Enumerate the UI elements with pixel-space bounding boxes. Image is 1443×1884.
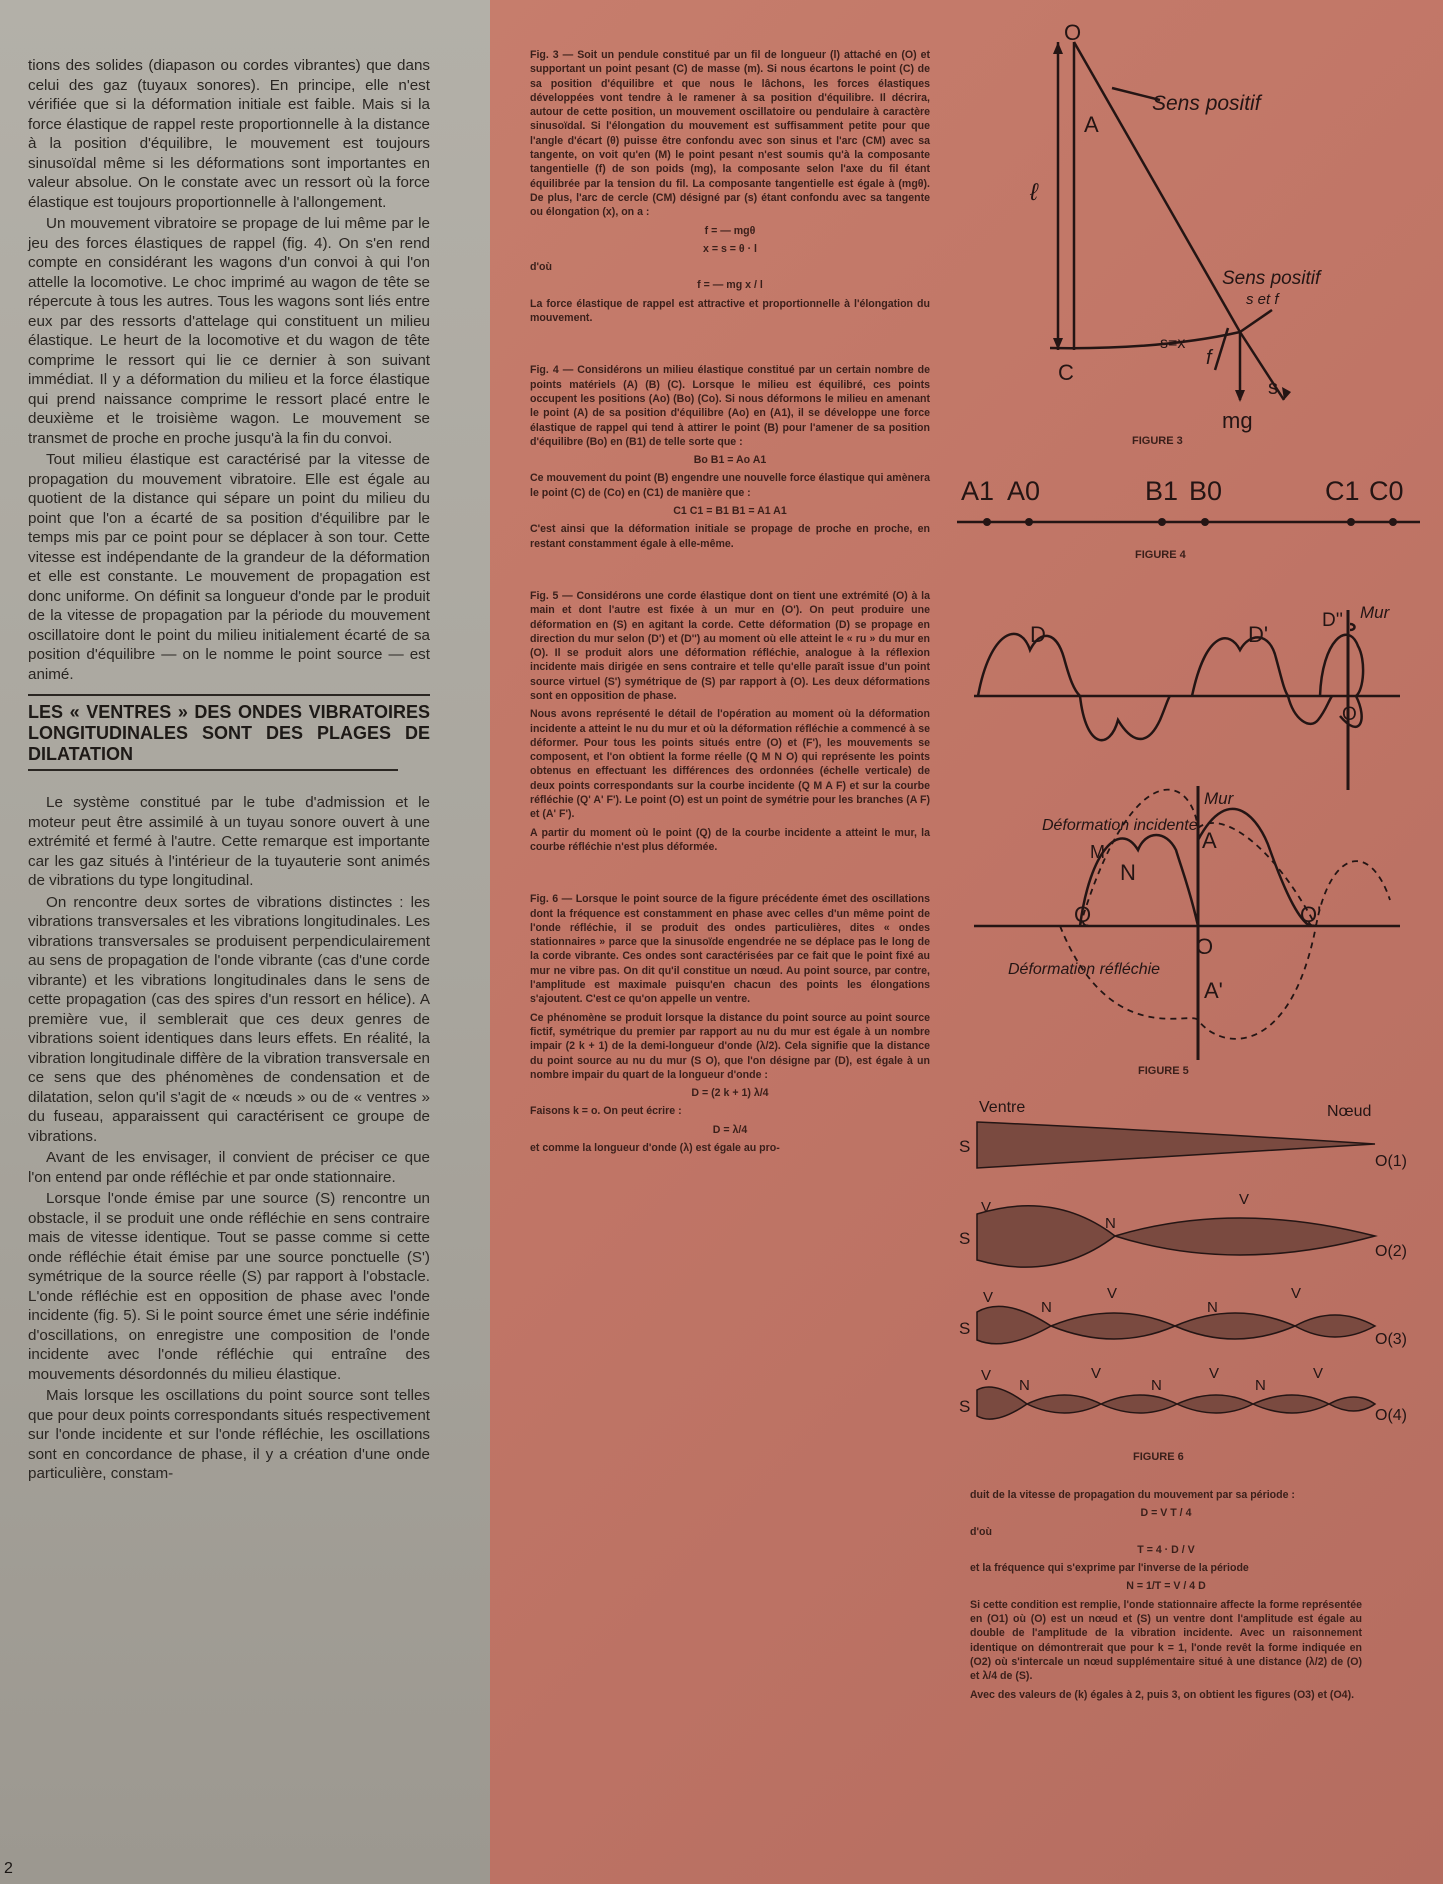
fig3-caption-text: Fig. 3 — Soit un pendule constitué par un fil de longueur (l) attaché en (O) et supportant un point pesant (C) de masse (m). Si nous écartons le point (C) de sa position d'équilibre et que nous le lâchons, les forces élastiques développées vont tendre à le ramener à sa position d'équilibre. Il décrira, autour de cette position, un mouvement oscillatoire ou pendulaire à caractère sinusoïdal. Si l'élongation du mouvement est suffisamment petite pour que l'angle d'écart (θ) puisse être confondu avec son sinus et l'arc (CM) avec sa tangente, on voit qu'en (M) le point pesant n'est soumis qu'à la composante tangentielle (f) de son poids (mg), la composante selon l'axe du fil étant équilibrée par la tension du fil. La composante tangentielle est égale à (mgθ). De plus, l'arc de cercle (CM) désigné par (s) étant confondu avec sa tangente ou élongation (x), on a : [530,49,930,219]
figure-3-caption: FIGURE 3 [1132,435,1183,447]
label-O1: O(1) [1375,1153,1407,1170]
text: d'où [530,261,552,274]
label-C0: C0 [1369,476,1404,506]
label-N: N [1019,1377,1030,1394]
formula: Bo B1 = Ao A1 [693,454,767,467]
label-V: V [1313,1365,1324,1382]
label-D-double-prime: D'' [1322,610,1343,631]
arrow-head [1053,42,1063,54]
text: Avec des valeurs de (k) égales à 2, puis 3, on obtient les figures (O3) et (O4). [970,1688,1355,1701]
label-D: D [1030,622,1046,647]
label-ventre: Ventre [979,1099,1026,1116]
label-V: V [1107,1285,1118,1302]
paragraph: Tout milieu élastique est caractérisé par la vitesse de propagation du mouvement vibratoire. Elle est égale au quotient de la distance qui sépare un point du milieu du point que l'on a écarté de sa position d'équilibre par le temps mis par ce point pour se déplacer à son tour. Cette vitesse est indépendante de la grandeur de la déformation et elle est constante. Le mouvement de propagation est donc uniforme. On définit sa longueur d'onde par le produit de la vitesse de propagation par la période du mouvement oscillatoire dont le point du milieu initialement écarté de sa position d'équilibre — on le nomme le point source — est animé. [28,451,430,683]
label-V: V [981,1199,992,1216]
paragraph: On rencontre deux sortes de vibrations distinctes : les vibrations transversales et les vibrations longitudinales. Les vibrations transversales se produisent perpendiculairement au sens de propagation de l'onde vibrante (cas d'une corde vibrante) et les vibrations longitudinales dans le sens de cette propagation (cas des spires d'un ressort en hélice). A première vue, il semblerait que ces deux genres de vibrations soient identiques dans leurs effets. En réalité, la vibration longitudinale diffère de la vibration transversale en ce sens que des phénomènes de condensation et de dilatation, selon qu'il s'agit de « nœuds » ou de « ventres » du fuseau, apparaissent qui caractérisent ce groupe de vibrations. [28,893,430,1145]
label-N: N [1207,1299,1218,1316]
text: et comme la longueur d'onde (λ) est égale au pro- [530,1142,780,1154]
formula: f = — mg x / l [697,279,763,292]
right-hump [1198,809,1310,926]
label-S: S [959,1229,971,1248]
text: A partir du moment où le point (Q) de la courbe incidente a atteint le mur, la courbe réfléchie n'est plus déformée. [530,826,930,853]
point-B0 [1201,518,1209,526]
label-s-et-f: s et f [1246,291,1279,308]
heading-underline [28,769,398,771]
text: et la fréquence qui s'exprime par l'inverse de la période [970,1562,1249,1575]
fuseau [977,1206,1375,1267]
label-N: N [1041,1299,1052,1316]
label-deformation-reflechie: Déformation réfléchie [1008,961,1161,978]
fuseau [977,1122,1375,1168]
label-B1: B1 [1145,476,1179,506]
arrow-head [1235,390,1245,402]
label-O-bottom: O [1196,934,1214,959]
fuseau [977,1306,1375,1343]
label-A-prime: A' [1204,978,1223,1003]
formula: x = s = θ · l [702,242,757,255]
text: Si cette condition est remplie, l'onde stationnaire affecte la forme représentée en (O1) où (O) est un nœud et (S) un ventre dont l'amplitude est égale au double de l'amplitude de la vibration incidente. Avec un raisonnement identique on démontrerait que pour k = 1, l'onde revêt la forme indiquée en (O2) où s'intercale un nœud supplémentaire situé à une distance (λ/2) de (O) et λ/4 de (S). [970,1598,1362,1683]
figure-4-caption: FIGURE 4 [1135,549,1186,561]
figure-captions-column [530,48,930,1159]
label-S: S [959,1137,971,1156]
label-N: N [1255,1377,1266,1394]
label-V: V [1291,1285,1302,1302]
label-N: N [1120,860,1136,885]
point-C1 [1347,518,1355,526]
label-V: V [983,1289,994,1306]
sens-arrow [1240,310,1272,332]
paragraph: tions des solides (diapason ou cordes vibrantes) que dans celui des gaz (tuyaux sonores). En principe, elle n'est vérifiée que si la déformation initiale est faible. Mais si la force élastique de rappel reste proportionnelle à la distance à la position d'équilibre, le mouvement est toujours sinusoïdal même si les déformations sont importantes en valeur absolue. On le constate avec un ressort où la force élastique est toujours proportionnelle à l'allongement. [28,57,430,211]
formula: D = λ/4 [712,1123,748,1136]
f-vector [1215,328,1228,370]
label-A: A [1202,828,1217,853]
standing-wave-row-3 [959,1285,1407,1348]
paragraph: Lorsque l'onde émise par une source (S) rencontre un obstacle, il se produit une onde réfléchie en sens contraire mais de vitesse identique. Tout se passe comme si cette onde réfléchie était émise par une source ponctuelle (S') symétrique de la source réelle (S) par rapport à l'obstacle. L'onde réfléchie est en opposition de phase avec l'onde incidente (fig. 5). Si le point source émet une série indéfinie d'oscillations, on enregistre une composition de l'onde incidente avec l'onde réfléchie qui entraîne des mouvements désordonnés du milieu élastique. [28,1190,430,1383]
text: duit de la vitesse de propagation du mouvement par sa période : [970,1489,1295,1501]
label-deformation-incidente: Déformation incidente [1042,817,1198,834]
paragraph: Avant de les envisager, il convient de préciser ce que l'on entend par onde réfléchie et par onde stationnaire. [28,1149,430,1186]
figure-3-pendulum [1010,10,1430,450]
label-O: O [1064,20,1082,45]
section-heading: LES « VENTRES » DES ONDES VIBRATOIRES LONGITUDINALES SONT DES PLAGES DE DILATATION [28,702,430,771]
wave-D-prime-trough [1288,696,1332,724]
label-O3: O(3) [1375,1331,1407,1348]
label-Q: Q [1074,902,1092,927]
paragraph: Le système constitué par le tube d'admission et le moteur peut être assimilé à un tuyau sonore ouvert à une extrémité et fermé à l'autre. Cette remarque est importante car les gaz situés à l'intérieur de la tuyauterie sont animés de vibrations du type longitudinal. [28,794,430,889]
wave-D-prime [1192,637,1288,696]
point-C0 [1389,518,1397,526]
label-sens-positif: Sens positif [1152,92,1261,115]
point-B1 [1158,518,1166,526]
page-number: 2 [4,1860,13,1877]
left-text-block [28,56,430,1486]
label-N: N [1151,1377,1162,1394]
label-A0: A0 [1007,476,1041,506]
label-A1: A1 [961,476,995,506]
wave-D [978,634,1080,696]
label-mur-top: Mur [1360,603,1390,622]
label-V: V [1239,1191,1250,1208]
label-C: C [1058,360,1074,385]
point-A0 [1025,518,1033,526]
standing-wave-row-1 [959,1122,1407,1170]
label-N: N [1105,1215,1116,1232]
label-C1: C1 [1325,476,1360,506]
fuseau [977,1387,1375,1419]
heading-rule [28,694,430,696]
formula: C1 C1 = B1 B1 = A1 A1 [673,505,787,518]
wall-hatch [1350,624,1355,630]
standing-wave-row-4 [959,1365,1407,1424]
fig6-caption-text: Fig. 6 — Lorsque le point source de la figure précédente émet des oscillations dont la fréquence est constamment en phase avec celles d'un même point de l'onde réfléchie, il se produit des ondes particulières, dites « ondes stationnaires » parce que la sinusoïde engendrée ne se déplace pas le long de la corde vibrante. Ces ondes sont caractérisées par ce fait que le point fixé au mur ne vibre pas. On dit qu'il constitue un nœud. Au point source, par contre, l'amplitude est maximale puisqu'en chacun des points les élongations s'ajoutent. C'est ce qu'on appelle un ventre. [530,893,930,1006]
label-V: V [1209,1365,1220,1382]
label-B0: B0 [1189,476,1223,506]
label-A: A [1084,112,1099,137]
reflected-wave-tail [1316,861,1390,926]
formula: T = 4 · D / V [1137,1543,1195,1556]
fig5-caption-text: Fig. 5 — Considérons une corde élastique dont on tient une extrémité (O) à la main et dont l'autre est fixée à un mur en (O'). On peut produire une déformation en (S) en agitant la corde. Cette déformation (D) se propage en direction du mur selon (D') et (D'') au moment où elle atteint le « ru » du mur en (O). Il se produit alors une déformation réfléchie, analogue à la réflexion incidente mais dirigée en sens contraire et telle qu'elle paraît issue d'un point source virtuel (S') symétrique de (S) par rapport à (O). Les deux déformations sont en opposition de phase. [530,589,930,702]
formula: f = — mgθ [704,224,756,237]
reflected-wave-dashed [1060,926,1316,1039]
text: Nous avons représenté le détail de l'opération au moment où la déformation incidente a atteint le nu du mur et où la déformation réfléchie a commencé à se déformer. Pour tous les points situés entre (O) et (F'), les mouvements se composent, et l'on obtient la forme réelle (Q M N O) qui représente les points obtenus en effectuant les différences des ordonnées (échelle verticale) de deux points correspondants sur la courbe incidente (Q M A F) et sur la courbe réfléchie (Q' A' F'). Le point (O) est un point de symétrie pour les branches (A F) et (A' F'). [530,708,930,821]
text: d'où [970,1525,992,1538]
label-S: S [959,1319,971,1338]
arc-cm [1050,332,1240,348]
formula: N = 1/T = V / 4 D [1126,1580,1206,1593]
text: Faisons k = o. On peut écrire : [530,1105,682,1118]
figure-4-points [955,470,1425,570]
left-column [0,0,490,1884]
fig4-caption-text: Fig. 4 — Considérons un milieu élastique constitué par un certain nombre de points matériels (A) (B) (C). Lorsque le milieu est équilibré, ces points occupent les positions (Ao) (Bo) (Co). Si nous déformons le milieu en amenant le point (A) de sa position d'équilibre (Ao) en (A1), il se développe une force élastique de rappel qui tend à attirer le point (B) pour l'amener de sa position d'équilibre (Bo) en (B1) de telle sorte que : [530,364,930,448]
label-noeud: Nœud [1327,1103,1372,1120]
standing-wave-row-2 [959,1191,1407,1267]
label-f: f [1206,347,1212,369]
figure-6-caption: FIGURE 6 [1133,1451,1184,1463]
label-s: s [1268,377,1278,399]
label-V: V [981,1367,992,1384]
text: C'est ainsi que la déformation initiale se propage de proche en proche, en restant constamment égale à elle-même. [530,523,930,550]
figure-6-standing-waves [955,1090,1425,1470]
label-mur-bottom: Mur [1204,789,1234,808]
formula: D = V T / 4 [1140,1507,1192,1520]
label-sens-positif-2: Sens positif [1222,268,1321,289]
point-A1 [983,518,991,526]
label-M: M [1090,842,1105,862]
label-V: V [1091,1365,1102,1382]
label-O-top: O [1342,704,1357,725]
label-mg: mg [1222,408,1253,433]
pendulum-string [1074,42,1240,332]
wave-trough [1080,696,1170,740]
text: Ce mouvement du point (B) engendre une nouvelle force élastique qui amènera le point (C) de (Co) en (C1) de manière que : [530,472,930,499]
label-l: ℓ [1030,179,1038,206]
label-O2: O(2) [1375,1243,1407,1260]
label-D-prime: D' [1248,622,1269,647]
paragraph: Mais lorsque les oscillations du point source sont telles que pour deux points correspondants situés respectivement sur l'onde incidente et sur l'onde réfléchie, les oscillations sont en concordance de phase, il y a création d'une onde particulière, constam- [28,1387,430,1482]
figure-5-caption: FIGURE 5 [1138,1065,1189,1077]
text: Ce phénomène se produit lorsque la distance du point source au point source fictif, symétrique du premier par rapport au nu du mur est égale à un nombre impair (2 k + 1) de la demi-longueur d'onde (λ/2). Cela signifie que la distance du point source au nu du mur (S O), que l'on désigne par (D), est égale à un nombre impair du quart de la longueur d'onde : [530,1011,930,1081]
paragraph: Un mouvement vibratoire se propage de lui même par le jeu des forces élastiques de rappel (fig. 4). On s'en rend compte en considérant les wagons d'un convoi à qui l'on attelle la locomotive. Le choc imprimé au wagon de tête se répercute à tous les autres. Tous les wagons sont liés entre eux par des ressorts d'attelage qui constituent un milieu élastique. Le heurt de la locomotive et du wagon de tête comprime le ressort qui lie ce dernier à son suivant immédiat. Il y a déformation du milieu et la force élastique qui prend naissance comprime le ressort placé entre le deuxième et le troisième wagon. Le mouvement se transmet de proche en proche jusqu'à la fin du convoi. [28,215,430,447]
label-s-equals-x: s=x [1160,335,1186,352]
label-S: S [959,1397,971,1416]
label-Q-prime: Q' [1300,902,1322,927]
label-O4: O(4) [1375,1407,1407,1424]
figure-5-reflection [970,590,1410,1080]
right-bottom-text [970,1488,1362,1706]
formula: D = (2 k + 1) λ/4 [691,1087,769,1100]
fig3-conclusion: La force élastique de rappel est attractive et proportionnelle à l'élongation du mouvement. [530,297,930,325]
